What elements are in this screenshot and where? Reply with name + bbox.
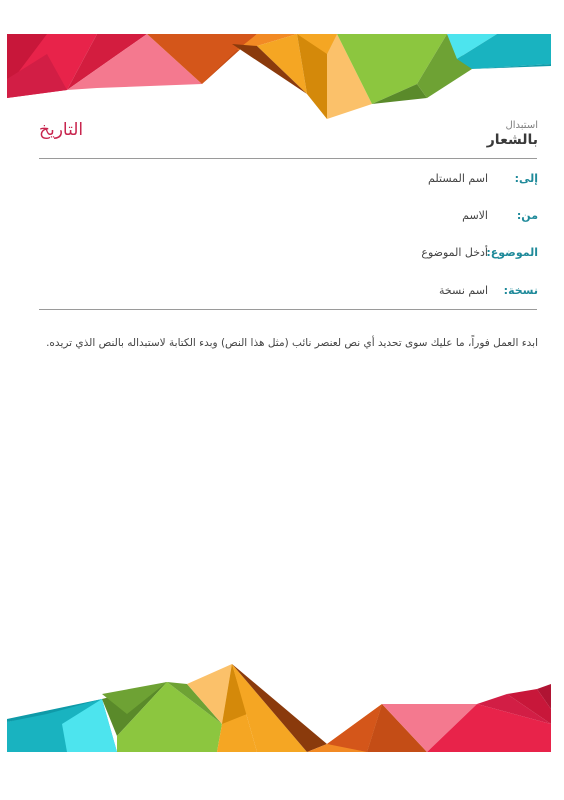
logo-big-text: بالشعار (486, 132, 538, 148)
divider-bottom (39, 309, 537, 310)
cc-row (439, 284, 538, 297)
to-value[interactable]: اسم المستلم (428, 172, 488, 185)
logo-placeholder[interactable] (487, 120, 538, 149)
cc-label: نسخة: (503, 284, 538, 297)
date-field[interactable]: التاريخ (39, 120, 84, 140)
memo-body-text[interactable]: ابدء العمل فوراً، ما عليك سوى تحديد أي نص لعنصر نائب (مثل هذا النص) وبدء الكتابة لاستبداله بالنص الذي تريده. (46, 337, 538, 349)
to-row (428, 172, 538, 185)
bottom-geometric-banner (7, 664, 551, 752)
cc-value[interactable]: اسم نسخة (439, 284, 488, 297)
subject-label: الموضوع: (486, 246, 538, 259)
logo-small-text: استبدال (505, 120, 538, 131)
from-value[interactable]: الاسم (462, 209, 488, 222)
divider-top (39, 158, 537, 159)
to-label: إلى: (514, 172, 538, 185)
from-label: من: (516, 209, 538, 222)
from-row (462, 209, 538, 222)
subject-value[interactable]: أدخل الموضوع (421, 246, 488, 259)
subject-row (421, 246, 538, 259)
top-geometric-banner (7, 34, 551, 119)
